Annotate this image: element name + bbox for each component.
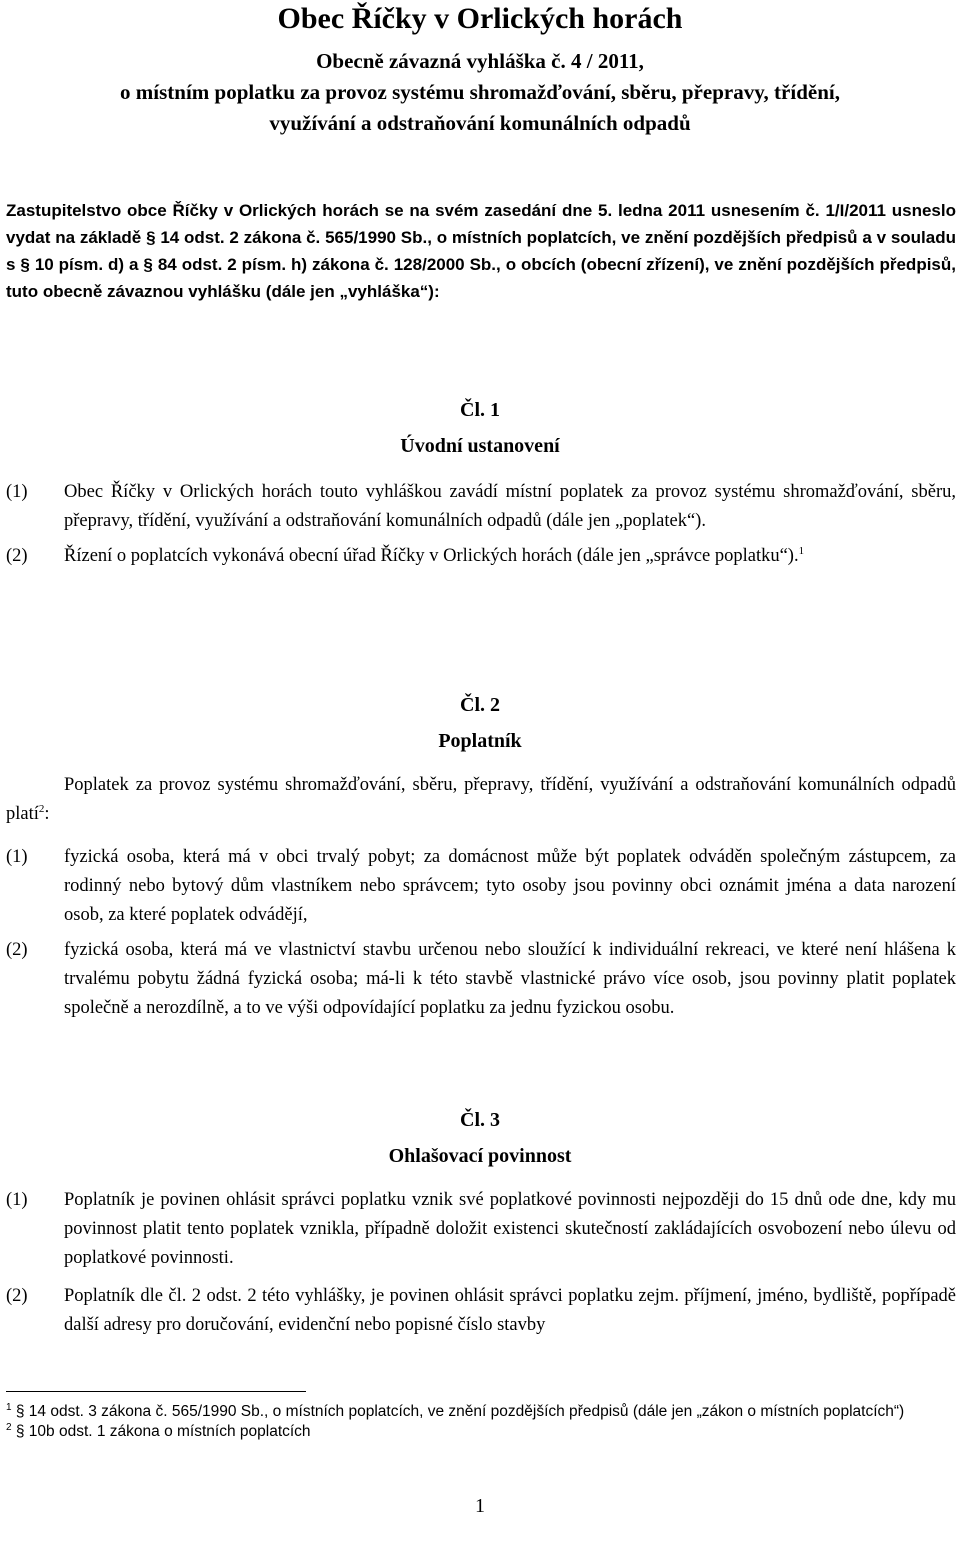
footnote-ref: 1 xyxy=(798,544,805,557)
section-2-body xyxy=(6,771,956,1023)
section-2-heading xyxy=(0,691,960,755)
item-text: fyzická osoba, která má ve vlastnictví stavbu určenou nebo sloužící k individuální rekreaci, ve které není hlášena k trvalému pobytu žádná fyzická osoba; má-li k této stavbě vlastnické právo více osob, jsou povinny platit poplatek společně a nerozdílně, a to ve výši odpovídající poplatku za jednu fyzickou osobu. xyxy=(64,940,956,1018)
section-number: Čl. 2 xyxy=(460,694,500,716)
footnote-separator xyxy=(6,1391,306,1392)
list-item xyxy=(6,1282,956,1340)
list-item xyxy=(6,542,956,571)
list-item xyxy=(6,1186,956,1273)
list-item xyxy=(6,843,956,930)
footnote-text: § 10b odst. 1 zákona o místních poplatcích xyxy=(15,1423,311,1440)
item-number: (2) xyxy=(6,1286,28,1306)
section-1-heading xyxy=(0,396,960,460)
item-number: (1) xyxy=(6,847,28,867)
municipality-title: Obec Říčky v Orlických horách xyxy=(277,2,683,35)
section-number: Čl. 3 xyxy=(460,1109,500,1131)
section-1-body xyxy=(6,478,956,571)
intro-paragraph: Zastupitelstvo obce Říčky v Orlických horách se na svém zasedání dne 5. ledna 2011 usnesením č. 1/I/2011 usneslo vydat na základě § 14 odst. 2 zákona č. 565/1990 Sb., o místních poplatcích, ve znění pozdějších předpisů a v souladu s § 10 písm. d) a § 84 odst. 2 písm. h) zákona č. 128/2000 Sb., o obcích (obecní zřízení), ve znění pozdějších předpisů, tuto obecně závaznou vyhlášku (dále jen „vyhláška“): xyxy=(6,201,956,301)
section-number: Čl. 1 xyxy=(460,399,500,421)
section-title: Poplatník xyxy=(438,730,522,752)
item-text: fyzická osoba, která má v obci trvalý pobyt; za domácnost může být poplatek odváděn společným zástupcem, za rodinný nebo bytový dům vlastníkem nebo správcem; tyto osoby jsou povinny obci oznámit jména a data narození osob, za které poplatek odvádějí, xyxy=(64,847,956,925)
item-number: (2) xyxy=(6,546,28,566)
list-item xyxy=(6,478,956,536)
item-text: Obec Říčky v Orlických horách touto vyhláškou zavádí místní poplatek za provoz systému shromažďování, sběru, přepravy, třídění, využívání a odstraňování komunálních odpadů (dále jen „poplatek“). xyxy=(64,482,956,531)
decree-subject-line1: o místním poplatku za provoz systému shromažďování, sběru, přepravy, třídění, xyxy=(120,80,840,104)
page-number: 1 xyxy=(475,1495,485,1517)
footnote-mark: 2 xyxy=(6,1421,12,1433)
section-3-body xyxy=(6,1186,956,1340)
item-number: (1) xyxy=(6,482,28,502)
decree-heading xyxy=(0,46,960,139)
footnote-ref: 2 xyxy=(38,802,45,815)
footnote xyxy=(6,1422,956,1442)
item-text: Poplatník dle čl. 2 odst. 2 této vyhlášky, je povinen ohlásit správci poplatku zejm. příjmení, jméno, bydliště, popřípadě další adresy pro doručování, evidenční nebo popisné číslo stavby xyxy=(64,1286,956,1335)
item-number: (2) xyxy=(6,940,28,960)
section-3-heading xyxy=(0,1106,960,1170)
lead-end: : xyxy=(44,804,50,824)
section-lead xyxy=(6,771,956,829)
section-title: Ohlašovací povinnost xyxy=(388,1145,572,1167)
decree-number: Obecně závazná vyhláška č. 4 / 2011, xyxy=(316,49,644,73)
footnote xyxy=(6,1402,956,1422)
footnote-mark: 1 xyxy=(6,1401,12,1413)
decree-subject-line2: využívání a odstraňování komunálních odpadů xyxy=(269,111,691,135)
list-item xyxy=(6,936,956,1023)
item-text: Řízení o poplatcích vykonává obecní úřad Říčky v Orlických horách (dále jen „správce poplatku“). xyxy=(64,546,799,566)
footnote-text: § 14 odst. 3 zákona č. 565/1990 Sb., o místních poplatcích, ve znění pozdějších předpisů (dále jen „zákon o místních poplatcích“) xyxy=(15,1403,905,1420)
footnotes xyxy=(6,1402,956,1442)
item-number: (1) xyxy=(6,1190,28,1210)
section-title: Úvodní ustanovení xyxy=(400,435,560,457)
item-text: Poplatník je povinen ohlásit správci poplatku vznik své poplatkové povinnosti nejpozději do 15 dnů ode dne, kdy mu povinnost platit tento poplatek vznikla, případně doložit existenci skutečností zakládajících osvobození nebo úlevu od poplatkové povinnosti. xyxy=(64,1190,956,1268)
lead-text: Poplatek za provoz systému shromažďování, sběru, přepravy, třídění, využívání a odstraňování komunálních odpadů platí xyxy=(6,775,956,824)
